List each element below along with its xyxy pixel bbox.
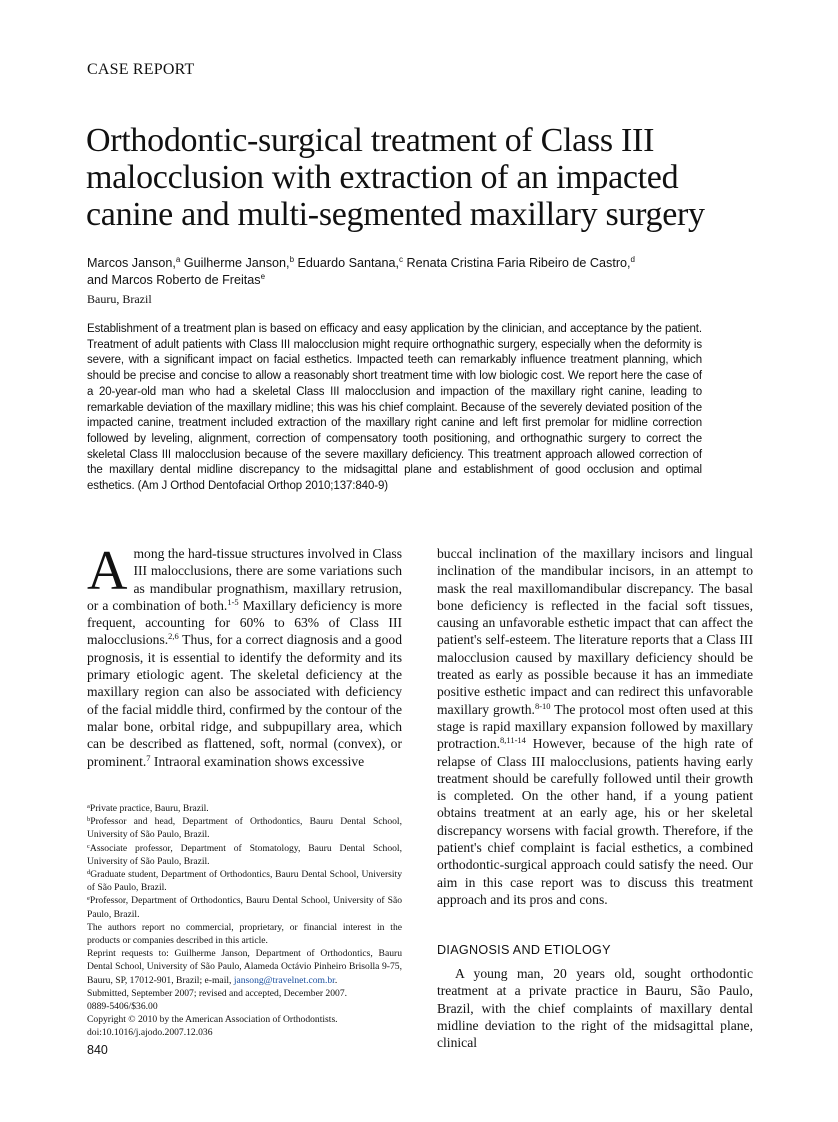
email-link[interactable]: jansong@travelnet.com.br: [233, 974, 335, 986]
footnote-mark: a: [87, 803, 90, 810]
body-paragraph: A young man, 20 years old, sought orthodontic treatment at a private practice in Bauru, São Paulo, Brazil, with the chief complaints of maxillary dental midline deviation to the right of the midsagittal plane, clinical: [437, 966, 753, 1051]
footnotes: [87, 802, 402, 1040]
intro-paragraph: [87, 540, 402, 770]
footnote-reprint: [87, 947, 402, 987]
footnote-copyright: Copyright © 2010 by the American Association of Orthodontists.: [87, 1014, 338, 1026]
footnote-text: Associate professor, Department of Stomatology, Bauru Dental School, University of São Paulo, Brazil.: [87, 842, 402, 867]
author-name: Guilherme Janson,: [183, 256, 290, 270]
footnote-interest: The authors report no commercial, proprietary, or financial interest in the products or companies described in this article.: [87, 921, 402, 947]
footnote-doi: doi:10.1016/j.ajodo.2007.12.036: [87, 1027, 213, 1039]
footnote-text: Graduate student, Department of Orthodontics, Bauru Dental School, University of São Paulo, Brazil.: [87, 869, 402, 894]
body-text: Maxillary deficiency is more frequent, accounting for 60% to 63% of Class III malocclusions.: [87, 597, 402, 648]
abstract: Establishment of a treatment plan is based on efficacy and easy application by the clinician, and acceptance by the patient. Treatment of adult patients with Class III malocclusion might require orthognathic surgery, especially when the deformity is severe, with a significant impact on facial esthetics. Impacted teeth can remarkably influence treatment planning, which should be precise and concise to allow a reasonably short treatment time with low biologic cost. We report here the case of a 20-year-old man who had a skeletal Class III malocclusion and impaction of the maxillary right canine, leading to remarkable deviation of the maxillary midline; this was his chief complaint. Because of the severely deviated position of the impacted canine, treatment included extraction of the maxillary right canine and left first premolar for midline correction followed by leveling, alignment, correction of compensatory tooth positioning, and orthognathic surgery to correct the skeletal Class III malocclusion because of the severe maxillary deficiency. This treatment approach allowed correction of the maxillary dental midline discrepancy to the midsagittal plane and establishment of good occlusion and optimal esthetics. (Am J Orthod Dentofacial Orthop 2010;137:840-9): [87, 323, 702, 493]
footnote-mark: e: [87, 895, 90, 903]
section-heading: DIAGNOSIS AND ETIOLOGY: [437, 943, 611, 957]
author-list: [87, 255, 767, 289]
body-paragraph: [437, 545, 753, 908]
body-text: Intraoral examination shows excessive: [150, 753, 365, 769]
section-body: [437, 965, 753, 1051]
footnote-text: Professor, Department of Orthodontics, Bauru Dental School, University of São Paulo, Brazil.: [87, 895, 402, 920]
body-text: However, because of the high rate of relapse of Class III malocclusions, patients having early treatment should be carefully followed until their growth is completed. On the other hand, if a young patient obtains treatment at an early age, his or her skeletal discrepancy worsens with facial growth. Therefore, if the patient's chief complaint is facial esthetics, a combined orthodontic-surgical approach could satisfy the need. Our aim in this case report was to discuss this treatment approach and its pros and cons.: [437, 736, 753, 907]
author-name: Renata Cristina Faria Ribeiro de Castro,: [406, 256, 631, 270]
citation-ref: 2,6: [168, 631, 179, 642]
author-name: Eduardo Santana,: [297, 256, 400, 270]
footnote-affiliation: [87, 868, 402, 894]
author-affiliation-mark: a: [175, 255, 181, 264]
page-number: 840: [87, 1043, 108, 1057]
author-name: Marcos Janson,: [87, 256, 176, 270]
author-affiliation-mark: e: [260, 272, 266, 281]
citation-ref: 8,11-14: [500, 735, 526, 746]
body-text: buccal inclination of the maxillary incisors and lingual inclination of the mandibular incisors, in an attempt to mask the real maxillomandibular discrepancy. The basal bone deficiency is reflected in the facial soft tissues, causing an unfavorable esthetic impact that can affect the patient's self-esteem. The literature reports that a Class III malocclusion caused by maxillary deficiency should be treated as early as possible because it has an immediate positive esthetic impact and can redirect this unfavorable maxillary growth.: [437, 546, 753, 717]
body-text: Thus, for a correct diagnosis and a good prognosis, it is essential to identify the deformity and its primary etiologic agent. The skeletal deficiency at the maxillary region can also be associated with deficiency of the facial middle third, confirmed by the contour of the malar bone, orbital ridge, and subpupillary area, which can be described as flattened, soft, normal (convex), or prominent.: [87, 632, 402, 769]
author-name: and Marcos Roberto de Freitas: [87, 273, 261, 287]
citation-ref: 8-10: [534, 700, 551, 711]
author-affiliation-mark: d: [630, 255, 635, 264]
footnote-issn: 0889-5406/$36.00: [87, 1001, 158, 1013]
author-affiliation-mark: b: [289, 255, 295, 264]
footnote-affiliation: [87, 815, 402, 841]
footnote-mark: c: [87, 842, 90, 850]
section-label: CASE REPORT: [87, 61, 195, 78]
footnote-affiliation: [87, 842, 402, 868]
footnote-text: Private practice, Bauru, Brazil.: [89, 803, 209, 814]
footnote-affiliation: [87, 802, 402, 815]
citation-ref: 1-5: [227, 596, 239, 607]
footnote-text: Reprint requests to: Guilherme Janson, Department of Orthodontics, Bauru Dental School, University of São Paulo, Alameda Octávio Pinheiro Brisolla 9-75, Bauru, SP, 17012-901, Brazil; e-mail,: [87, 948, 402, 986]
footnote-submitted: Submitted, September 2007; revised and accepted, December 2007.: [87, 987, 348, 999]
drop-cap: A: [87, 540, 128, 602]
footnote-mark: b: [87, 816, 91, 824]
body-column-right: [437, 545, 753, 908]
citation-ref: 7: [146, 752, 151, 763]
author-location: Bauru, Brazil: [87, 292, 152, 306]
body-text: mong the hard-tissue structures involved in Class III malocclusions, there are some variations such as mandibular prognathism, maxillary retrusion, or a combination of both.: [87, 546, 402, 613]
author-affiliation-mark: c: [399, 255, 404, 264]
footnote-text: Professor and head, Department of Orthodontics, Bauru Dental School, University of São Paulo, Brazil.: [87, 816, 402, 841]
footnote-mark: d: [87, 869, 91, 877]
article-title: Orthodontic-surgical treatment of Class III malocclusion with extraction of an impacted canine and multi-segmented maxillary surgery: [86, 122, 705, 233]
footnote-text: .: [334, 974, 338, 986]
body-text: The protocol most often used at this stage is rapid maxillary expansion followed by maxillary protraction.: [437, 701, 753, 752]
footnote-affiliation: [87, 894, 402, 920]
body-column-left: [87, 540, 402, 770]
